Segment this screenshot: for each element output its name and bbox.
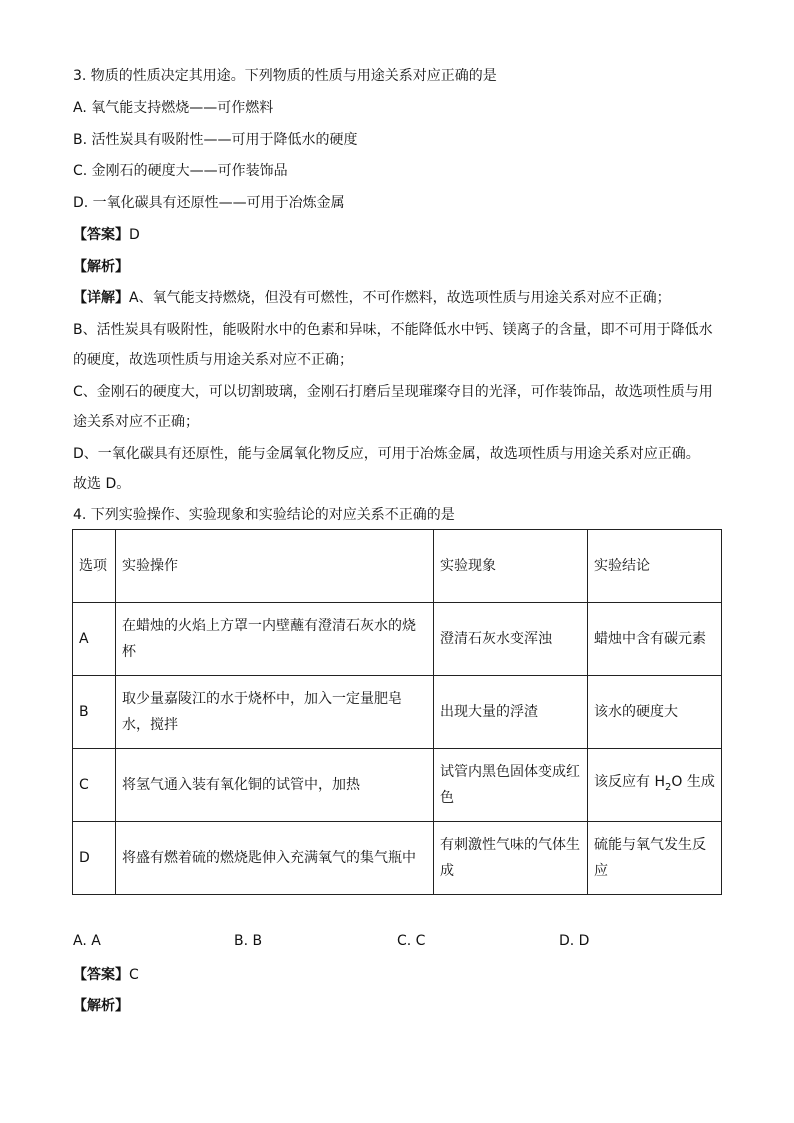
table-header-row [73, 530, 722, 603]
header-conclusion: 实验结论 [588, 530, 722, 603]
table-row [73, 749, 722, 822]
row-conclusion [588, 749, 722, 822]
answer-tag: 【答案】 [73, 967, 129, 983]
header-phenomenon: 实验现象 [434, 530, 588, 603]
q4-options [73, 933, 733, 953]
q3-detail-line: C、金刚石的硬度大，可以切割玻璃，金刚石打磨后呈现璀璨夺目的光泽，可作装饰品，故选项性质与用 [73, 384, 713, 400]
row-option: C [73, 749, 116, 822]
table-row [73, 822, 722, 895]
row-phenomenon: 澄清石灰水变浑浊 [434, 603, 588, 676]
q4-option-c: C. C [397, 933, 426, 949]
row-conclusion: 硫能与氧气发生反应 [588, 822, 722, 895]
subscript: 2 [664, 781, 672, 793]
detail-text: A、氧气能支持燃烧，但没有可燃性，不可作燃料，故选项性质与用途关系对应不正确； [129, 290, 671, 306]
table-row [73, 676, 722, 749]
row-phenomenon: 有刺激性气味的气体生成 [434, 822, 588, 895]
header-operation: 实验操作 [116, 530, 434, 603]
q4-stem: 4. 下列实验操作、实验现象和实验结论的对应关系不正确的是 [73, 507, 455, 523]
header-option: 选项 [73, 530, 116, 603]
row-option: B [73, 676, 116, 749]
conclusion-post: O 生成 [671, 774, 715, 791]
row-operation: 在蜡烛的火焰上方罩一内壁蘸有澄清石灰水的烧杯 [116, 603, 434, 676]
q3-detail-line: D、一氧化碳具有还原性，能与金属氧化物反应，可用于冶炼金属，故选项性质与用途关系对应正确。 [73, 446, 700, 462]
conclusion-pre: 该反应有 H [594, 774, 665, 791]
row-phenomenon: 试管内黑色固体变成红色 [434, 749, 588, 822]
q3-detail-line: 途关系对应不正确； [73, 414, 199, 430]
experiment-table [72, 529, 722, 895]
row-conclusion: 该水的硬度大 [588, 676, 722, 749]
row-operation: 将氢气通入装有氧化铜的试管中，加热 [116, 749, 434, 822]
q3-stem: 3. 物质的性质决定其用途。下列物质的性质与用途关系对应正确的是 [73, 68, 497, 84]
q4-option-b: B. B [234, 933, 263, 949]
q3-option-b: B. 活性炭具有吸附性——可用于降低水的硬度 [73, 132, 358, 148]
q3-analysis-tag: 【解析】 [73, 259, 129, 275]
q3-option-d: D. 一氧化碳具有还原性——可用于冶炼金属 [73, 195, 345, 211]
q3-detail-line: 故选 D。 [73, 476, 131, 492]
q4-option-a: A. A [73, 933, 101, 949]
answer-value: D [129, 227, 140, 243]
q4-option-d: D. D [559, 933, 590, 949]
q3-detail-line [73, 288, 671, 308]
answer-tag: 【答案】 [73, 227, 129, 243]
row-conclusion: 蜡烛中含有碳元素 [588, 603, 722, 676]
q3-detail-line: 的硬度，故选项性质与用途关系对应不正确； [73, 352, 353, 368]
row-operation: 将盛有燃着硫的燃烧匙伸入充满氧气的集气瓶中 [116, 822, 434, 895]
q4-analysis-tag: 【解析】 [73, 998, 129, 1014]
detail-tag: 【详解】 [73, 290, 129, 306]
row-operation: 取少量嘉陵江的水于烧杯中，加入一定量肥皂水，搅拌 [116, 676, 434, 749]
row-option: A [73, 603, 116, 676]
q3-option-c: C. 金刚石的硬度大——可作装饰品 [73, 163, 288, 179]
q4-answer [73, 965, 139, 985]
answer-value: C [129, 967, 139, 983]
table-row [73, 603, 722, 676]
q3-detail-line: B、活性炭具有吸附性，能吸附水中的色素和异味，不能降低水中钙、镁离子的含量，即不可用于降低水 [73, 322, 713, 338]
row-option: D [73, 822, 116, 895]
row-phenomenon: 出现大量的浮渣 [434, 676, 588, 749]
q3-option-a: A. 氧气能支持燃烧——可作燃料 [73, 100, 274, 116]
q3-answer [73, 225, 140, 245]
